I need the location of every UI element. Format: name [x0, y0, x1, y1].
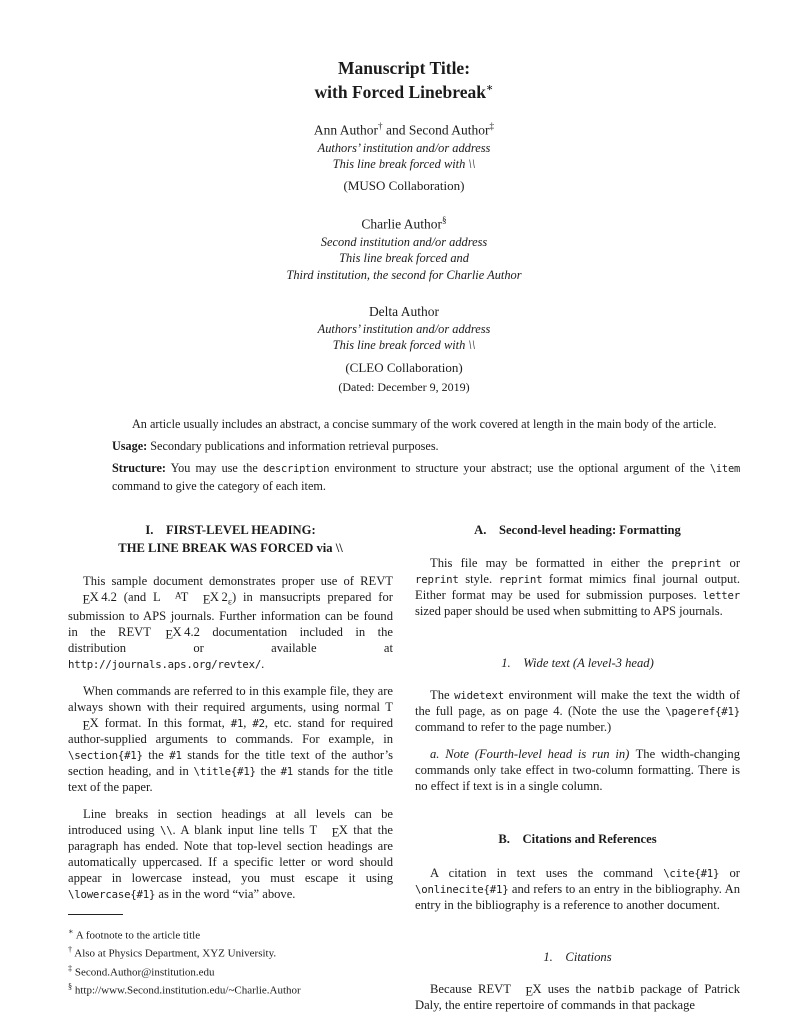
footnote-text: Also at Physics Department, XYZ University.	[74, 948, 277, 961]
code-span: \cite{#1}	[663, 866, 720, 880]
subsection-heading-b: B. Citations and References	[498, 832, 657, 847]
footnote-email-link[interactable]: Second.Author@institution.edu	[74, 966, 215, 979]
code-span: natbib	[596, 982, 635, 996]
affiliation-line: This line break forced with \\	[332, 338, 476, 353]
tex-logo: TEX	[82, 700, 393, 733]
tex-logo: REVT EX	[118, 625, 182, 643]
paragraph: When commands are referred to in this example file, they are always shown with their required arguments, using normal TEX format. In this format, #1, #2, etc. stand for required author-supplied arguments to commands. For example, in \section{#1} the #1 stands for the title text of the author’s section heading, and in \title{#1} the #1 stands for the title text of the paper.	[68, 684, 393, 795]
code-span: #1	[169, 749, 182, 763]
code-span: \lowercase{#1}	[68, 888, 156, 902]
code-span: \onlinecite{#1}	[415, 882, 509, 896]
code-span: \item	[709, 463, 741, 476]
footnote-affiliation	[68, 944, 393, 962]
tex-logo: L AT EX $2_\varepsilon$	[153, 590, 232, 608]
code-span: reprint	[415, 573, 459, 587]
paragraph: The widetext environment will make the text the width of the full page, as on page 4. (Note the use the \pageref{#1} command to refer to the page number.)	[415, 688, 740, 735]
code-span: reprint	[498, 573, 543, 587]
author-names: Ann Author† and Second Author‡	[313, 121, 495, 138]
tex-logo: T EX	[309, 823, 348, 840]
footnote-url	[68, 981, 393, 999]
title-footnote-mark: ∗	[485, 82, 494, 95]
code-span: description	[262, 463, 330, 476]
abstract-usage: Usage: Secondary publications and information retrieval purposes.	[112, 438, 439, 453]
left-column	[68, 521, 393, 1027]
code-span: #1	[280, 765, 294, 779]
footnotes	[68, 914, 393, 1027]
author-names: Delta Author	[368, 303, 440, 319]
abstract	[112, 416, 740, 495]
code-span: \section{#1}	[68, 749, 143, 763]
affiliation-line: This line break forced with \\	[332, 157, 476, 172]
tex-logo: REVT EX	[478, 981, 542, 999]
paragraph: This sample document demonstrates proper use of REVTEX 4.2 (and L AT EX $2_\varepsilon$) in mansucripts prepared for submission to APS journals. Further information can be found in the REVT EX 4.2 documentation included in the distribution or available at http://journals.aps.org/revtex/.	[68, 574, 393, 672]
url-link[interactable]: http://journals.aps.org/revtex/	[68, 658, 262, 672]
paper-title-line-2: with Forced Linebreak	[314, 82, 486, 103]
footnote-mark: §	[68, 982, 73, 992]
footnote-mark: ‡	[489, 121, 495, 132]
affiliation-line: Authors’ institution and/or address	[317, 321, 491, 336]
section-heading-line: THE LINE BREAK WAS FORCED via \\	[118, 541, 343, 556]
author-names: Charlie Author§	[361, 215, 447, 232]
affiliation-line: Third institution, the second for Charlie Author	[286, 267, 522, 282]
affiliation-line: This line break forced and	[339, 251, 469, 266]
collaboration: (MUSO Collaboration)	[343, 178, 465, 194]
footnote-title	[68, 926, 393, 944]
subsubsection-heading-1: 1. Wide text (A level-3 head)	[501, 656, 654, 671]
code-span: #1	[230, 717, 244, 731]
code-span: \title{#1}	[193, 765, 256, 779]
paragraph: Line breaks in section headings at all levels can be introduced using \\. A blank input line tells T EX that the paragraph has ended. Note that top-level section headings are automatically uppercased. If a specific letter or word should appear in lowercase instead, you must escape it using \lowercase{#1} as in the word “via” above.	[68, 807, 393, 902]
author-group-2	[68, 215, 740, 283]
footnote-mark: ∗	[68, 927, 74, 937]
paper-title	[68, 56, 740, 104]
footnote-email	[68, 963, 393, 981]
abstract-paragraph: An article usually includes an abstract, a concise summary of the work covered at length in the main body of the article.	[132, 416, 717, 431]
subsubsection-heading-citations: 1. Citations	[543, 949, 612, 964]
footnote-mark: ‡	[68, 963, 73, 973]
author-group-3	[68, 304, 740, 376]
footnote-url-link[interactable]: http://www.Second.institution.edu/~Charlie.Author	[74, 984, 301, 997]
paragraph: This file may be formatted in either the preprint or reprint style. reprint format mimics final journal output. Either format may be used for submission purposes. letter sized paper should be used when submitting to APS journals.	[415, 556, 740, 619]
affiliation-line: Authors’ institution and/or address	[317, 140, 491, 155]
code-span: preprint	[671, 557, 722, 571]
footnote-rule	[68, 914, 123, 915]
footnote-text: A footnote to the article title	[75, 929, 201, 942]
section-heading-1	[68, 521, 393, 558]
author-group-1	[68, 121, 740, 194]
body-columns	[68, 521, 740, 1027]
section-heading-line: I. FIRST-LEVEL HEADING:	[145, 522, 316, 537]
right-column	[415, 521, 740, 1027]
dated-line: (Dated: December 9, 2019)	[338, 379, 470, 394]
tex-logo: REVTEX	[82, 574, 393, 608]
footnote-mark: †	[378, 121, 383, 132]
code-span: letter	[702, 589, 740, 603]
paragraph-runin: a. Note (Fourth-level head is run in) The width-changing commands only take effect in two-column formatting. There is no effect if text is in a single column.	[415, 747, 740, 794]
collaboration: (CLEO Collaboration)	[345, 359, 463, 375]
footnote-mark: §	[442, 215, 447, 226]
code-span: \\	[160, 824, 173, 838]
code-span: #2	[252, 717, 265, 731]
paragraph: A citation in text uses the command \cite{#1} or \onlinecite{#1} and refers to an entry in the bibliography. An entry in the bibliography is a reference to another document.	[415, 865, 740, 912]
subsection-heading-a: A. Second-level heading: Formatting	[474, 522, 681, 537]
code-span: widetext	[454, 689, 505, 703]
abstract-structure: Structure: You may use the description environment to structure your abstract; use the optional argument of the \item command to give the category of each item.	[112, 461, 741, 493]
code-span: \pageref{#1}	[665, 705, 740, 719]
paragraph: Because REVT EX uses the natbib package of Patrick Daly, the entire repertoire of commands in that package	[415, 981, 740, 1012]
footnote-mark: †	[68, 945, 73, 955]
paper-title-line-1: Manuscript Title:	[337, 58, 471, 78]
affiliation-line: Second institution and/or address	[320, 234, 488, 249]
